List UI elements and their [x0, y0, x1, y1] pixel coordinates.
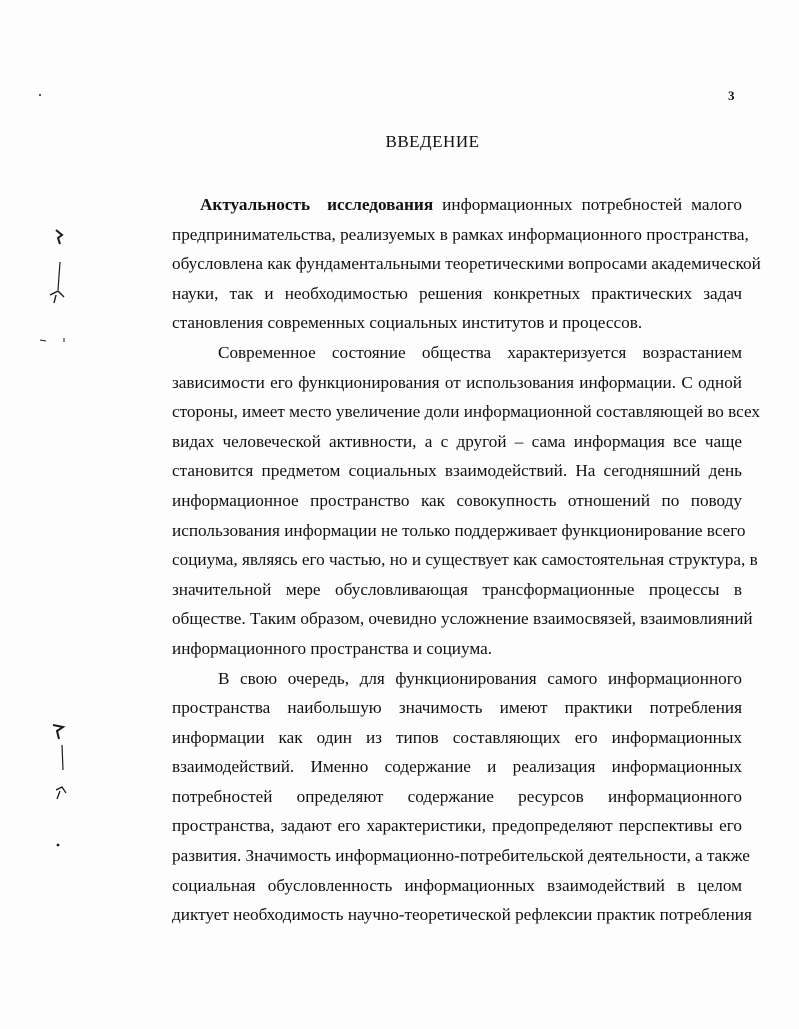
- text-run: информационных потребностей малого: [433, 195, 742, 214]
- text-line: социума, являясь его частью, но и существует как самостоятельная структура, в: [172, 550, 758, 570]
- text-line: обусловлена как фундаментальными теоретическими вопросами академической: [172, 254, 761, 274]
- text-line: зависимости его функционирования от использования информации. С одной: [172, 372, 742, 392]
- paragraph-1: [126, 190, 761, 338]
- text-line: взаимодействий. Именно содержание и реализация информационных: [172, 757, 742, 777]
- paragraph-2: [126, 338, 760, 664]
- text-line: информации как один из типов составляющих его информационных: [172, 727, 742, 747]
- text-line: стороны, имеет место увеличение доли информационной составляющей во всех: [172, 402, 760, 422]
- text-line: использования информации не только поддерживает функционирование всего: [172, 520, 746, 540]
- text-line: информационного пространства и социума.: [172, 638, 493, 658]
- scan-artifacts: [0, 0, 80, 1029]
- text-line: социальная обусловленность информационных взаимодействий в целом: [172, 875, 742, 895]
- text-line: предпринимательства, реализуемых в рамках информационного пространства,: [172, 224, 749, 244]
- text-line: потребностей определяют содержание ресурсов информационного: [172, 786, 742, 806]
- scan-speck: [39, 94, 66, 846]
- page-number: 3: [728, 88, 735, 103]
- text-line: науки, так и необходимостью решения конкретных практических задач: [172, 283, 742, 303]
- text-line: развития. Значимость информационно-потребительской деятельности, а также: [172, 846, 750, 866]
- body-text: [126, 190, 761, 930]
- text-line: обществе. Таким образом, очевидно усложнение взаимосвязей, взаимовлияний: [172, 609, 753, 629]
- section-heading: ВВЕДЕНИЕ: [385, 132, 480, 151]
- text-line: видах человеческой активности, а с другой – сама информация все чаще: [172, 431, 742, 451]
- text-line: информационное пространство как совокупность отношений по поводу: [172, 490, 742, 510]
- text-line: [126, 190, 742, 220]
- text-line: становится предметом социальных взаимодействий. На сегодняшний день: [172, 461, 742, 481]
- text-line: диктует необходимость научно-теоретической рефлексии практик потребления: [172, 905, 752, 925]
- text-line: пространства наибольшую значимость имеют практики потребления: [172, 698, 742, 718]
- text-line: Современное состояние общества характеризуется возрастанием: [218, 342, 742, 362]
- text-line: В свою очередь, для функционирования самого информационного: [218, 668, 742, 688]
- text-line: пространства, задают его характеристики, предопределяют перспективы его: [172, 816, 742, 836]
- paragraph-3: [126, 664, 752, 930]
- text-line: становления современных социальных институтов и процессов.: [172, 313, 643, 333]
- bold-lead-phrase: Актуальность исследования: [200, 195, 434, 214]
- text-line: значительной мере обусловливающая трансформационные процессы в: [172, 579, 742, 599]
